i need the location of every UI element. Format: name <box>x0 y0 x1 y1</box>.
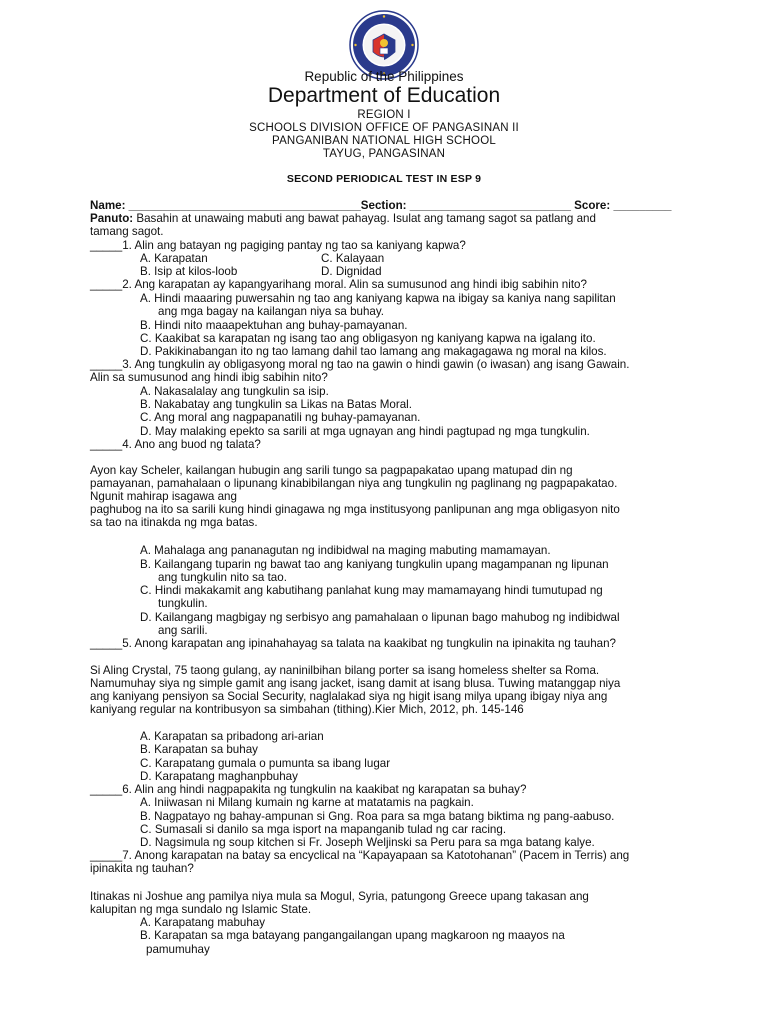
q4-choice-a: A. Mahalaga ang pananagutan ng indibidwal na maging mabuting mamamayan. <box>140 544 551 557</box>
q3-choice-b: B. Nakabatay ang tungkulin sa Likas na Batas Moral. <box>140 398 412 411</box>
header-republic: Republic of the Philippines <box>304 69 464 84</box>
q5-choice-b: B. Karapatan sa buhay <box>140 743 258 756</box>
header-school: PANGANIBAN NATIONAL HIGH SCHOOL <box>272 135 496 147</box>
q6-choice-b: B. Nagpatayo ng bahay-ampunan si Gng. Roa para sa mga batang biktima ng pang-aabuso. <box>140 810 615 823</box>
q3-choice-c: C. Ang moral ang nagpapanatili ng buhay-pamayanan. <box>140 411 421 424</box>
q4-passage-line-1: Ayon kay Scheler, kailangan hubugin ang sarili tungo sa pagpapakatao upang matupad din ng <box>90 464 573 477</box>
q4-choice-b-cont: ang tungkulin nito sa tao. <box>158 571 287 584</box>
question-3: _____3. Ang tungkulin ay obligasyong moral ng tao na gawin o hindi gawin (o iwasan) ang isang Gawain. <box>90 358 630 371</box>
q1-choice-b: B. Isip at kilos-loob <box>140 265 238 278</box>
q5-choice-a: A. Karapatan sa pribadong ari-arian <box>140 730 324 743</box>
q4-choice-b: B. Kailangang tuparin ng bawat tao ang kaniyang tungkulin upang magampanan ng lipunan <box>140 558 609 571</box>
q3-choice-d: D. May malaking epekto sa sarili at mga ugnayan ang hindi pagtupad ng mga tungkulin. <box>140 425 590 438</box>
q7-choice-b-cont: pamumuhay <box>146 943 210 956</box>
q6-choice-d: D. Nagsimula ng soup kitchen si Fr. Joseph Weljinski sa Peru para sa mga batang kalye. <box>140 836 595 849</box>
instructions <box>90 212 596 225</box>
q5-choice-d: D. Karapatang maghanpbuhay <box>140 770 298 783</box>
q1-choice-d: D. Dignidad <box>321 265 382 278</box>
q4-choice-c: C. Hindi makakamit ang kabutihang panlahat kung may mamamayang hindi tumutupad ng <box>140 584 603 597</box>
q7-choice-a: A. Karapatang mabuhay <box>140 916 266 929</box>
header-division: SCHOOLS DIVISION OFFICE OF PANGASINAN II <box>249 122 519 134</box>
question-2: _____2. Ang karapatan ay kapangyarihang moral. Alin sa sumusunod ang hindi ibig sabihin nito? <box>90 278 587 291</box>
q4-choice-d-cont: ang sarili. <box>158 624 208 637</box>
test-title: SECOND PERIODICAL TEST IN ESP 9 <box>286 173 482 185</box>
q2-choice-b: B. Hindi nito maaapektuhan ang buhay-pamayanan. <box>140 319 408 332</box>
question-7: _____7. Anong karapatan na batay sa encyclical na “Kapayapaan sa Katotohanan” (Pacem in Terris) ang <box>90 849 630 862</box>
q5-passage-line-4: kaniyang regular na kontribusyon sa simbahan (tithing).Kier Mich, 2012, ph. 145-146 <box>90 703 524 716</box>
q4-passage-line-2: pamayanan, pamahalaan o lipunang kinabibilangan niya ang tungkulin ng paglinang ng pagpapakatao. <box>90 477 618 490</box>
instructions-cont: tamang sagot. <box>90 225 164 238</box>
q4-choice-d: D. Kailangang magbigay ng serbisyo ang pamahalaan o lipunan bago mahubog ng indibidwal <box>140 611 620 624</box>
q5-passage-line-3: ang kaniyang pensiyon sa Social Security, naglalakad siya ng higit isang milya upang ibigay niya ang <box>90 690 608 703</box>
q4-passage-line-3: Ngunit mahirap isagawa ang <box>90 490 237 503</box>
question-5: _____5. Anong karapatan ang ipinahahayag sa talata na kaakibat ng tungkulin na ipinakita ng tauhan? <box>90 637 617 650</box>
q6-choice-c: C. Sumasali si danilo sa mga isport na mapanganib tulad ng car racing. <box>140 823 507 836</box>
q4-passage-line-5: sa tao na itinakda ng mga batas. <box>90 516 258 529</box>
q4-passage-line-4: paghubog na ito sa sarili kung hindi ginagawa ng mga institusyong panlipunan ang mga obligasyon nito <box>90 503 620 516</box>
q1-choice-a: A. Karapatan <box>140 252 208 265</box>
question-7-cont: ipinakita ng tauhan? <box>90 862 194 875</box>
question-6: _____6. Alin ang hindi nagpapakita ng tungkulin na kaakibat ng karapatan sa buhay? <box>90 783 527 796</box>
q2-choice-c: C. Kaakibat sa karapatan ng isang tao ang obligasyon ng kaniyang kapwa na igalang ito. <box>140 332 596 345</box>
q4-choice-c-cont: tungkulin. <box>158 597 208 610</box>
name-section-score-line: Name: ____________________________________Section: _________________________ Score: _________ <box>90 199 672 212</box>
q5-passage-line-1: Si Aling Crystal, 75 taong gulang, ay naninilbihan bilang porter sa isang homeless shelter sa Roma. <box>90 664 600 677</box>
q5-passage-line-2: Namumuhay siya ng simple gamit ang isang jacket, isang damit at isang blusa. Tuwing matanggap niya <box>90 677 621 690</box>
q2-choice-a-cont: ang mga bagay na kailangan niya sa buhay. <box>158 305 385 318</box>
q3-choice-a: A. Nakasalalay ang tungkulin sa isip. <box>140 385 329 398</box>
q7-passage-line-2: kalupitan ng mga sundalo ng Islamic State. <box>90 903 312 916</box>
instructions-text: Basahin at unawaing mabuti ang bawat pahayag. Isulat ang tamang sagot sa patlang and <box>133 212 596 225</box>
q2-choice-d: D. Pakikinabangan ito ng tao lamang dahil tao lamang ang makagagawa ng moral na kilos. <box>140 345 607 358</box>
question-1: _____1. Alin ang batayan ng pagiging pantay ng tao sa kaniyang kapwa? <box>90 239 466 252</box>
instructions-label: Panuto: <box>90 212 134 225</box>
header-location: TAYUG, PANGASINAN <box>322 148 446 160</box>
q1-choice-c: C. Kalayaan <box>321 252 385 265</box>
header-region: REGION I <box>357 109 411 121</box>
q6-choice-a: A. Iniiwasan ni Milang kumain ng karne at matatamis na pagkain. <box>140 796 474 809</box>
question-3-cont: Alin sa sumusunod ang hindi ibig sabihin nito? <box>90 371 328 384</box>
q7-choice-b: B. Karapatan sa mga batayang pangangailangan upang magkaroon ng maayos na <box>140 929 565 942</box>
header-department: Department of Education <box>267 84 501 107</box>
question-4: _____4. Ano ang buod ng talata? <box>90 438 261 451</box>
q5-choice-c: C. Karapatang gumala o pumunta sa ibang lugar <box>140 757 391 770</box>
q7-passage-line-1: Itinakas ni Joshue ang pamilya niya mula sa Mogul, Syria, patungong Greece upang takasan ang <box>90 890 589 903</box>
q2-choice-a: A. Hindi maaaring puwersahin ng tao ang kaniyang kapwa na ibigay sa kaniya nang sapilitan <box>140 292 616 305</box>
